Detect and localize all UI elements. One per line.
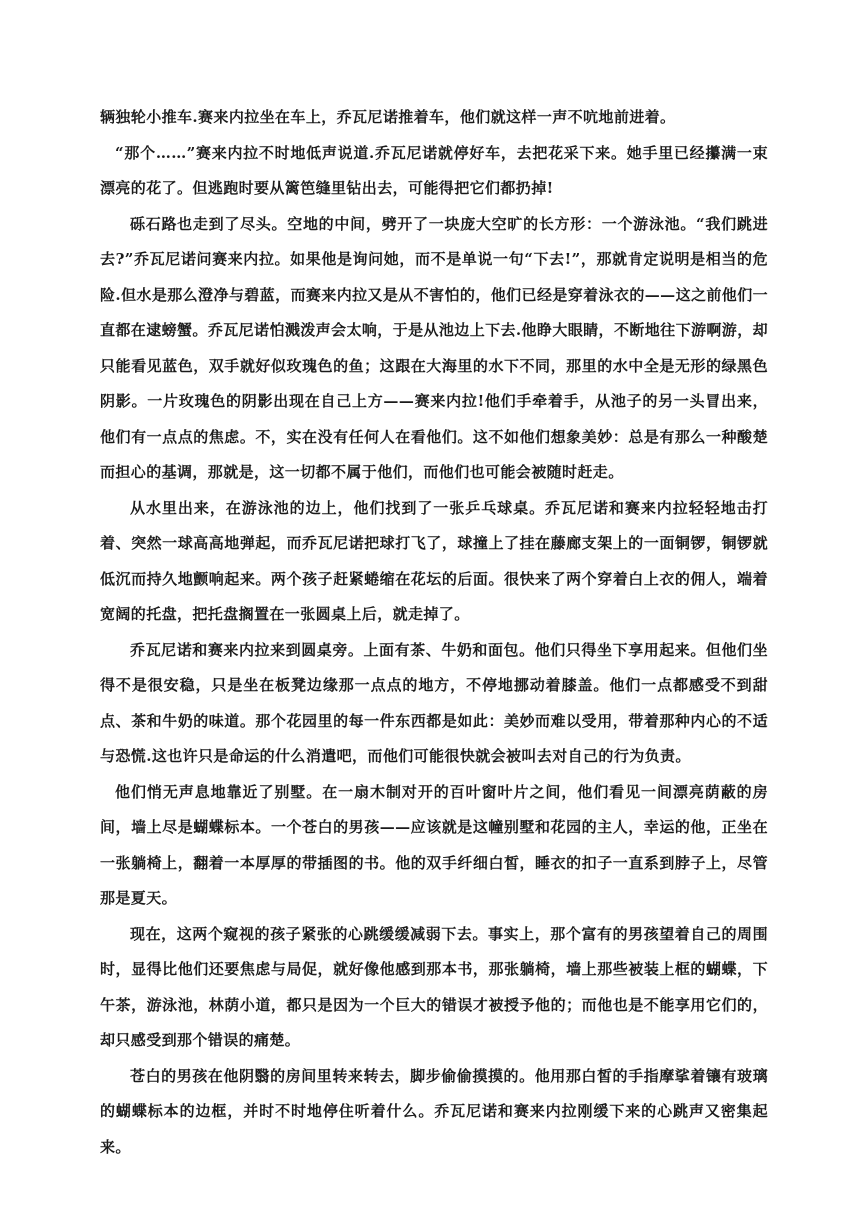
paragraph-1: 辆独轮小推车.赛来内拉坐在车上，乔瓦尼诺推着车，他们就这样一声不吭地前进着。	[100, 108, 676, 126]
paragraph-3: 砾石路也走到了尽头。空地的中间，劈开了一块庞大空旷的长方形：一个游泳池。“我们跳进去?”乔瓦尼诺问赛来内拉。如果他是询问她，而不是单说一句“下去!”，那就肯定说明是相当的危险.但水是那么澄净与碧蓝，而赛来内拉又是从不害怕的，他们已经是穿着泳衣的——这之前他们一直都在逮螃蟹。乔瓦尼诺怕溅泼声会太响，于是从池边上下去.他睁大眼睛，不断地往下游啊游，却只能看见蓝色，双手就好似玫瑰色的鱼；这跟在大海里的水下不同，那里的水中全是无形的绿黑色阴影。一片玫瑰色的阴影出现在自己上方——赛来内拉!他们手牵着手，从池子的另一头冒出来，他们有一点点的焦虑。不，实在没有任何人在看他们。这不如他们想象美妙：总是有那么一种酸楚而担心的基调，那就是，这一切都不属于他们，而他们也可能会被随时赶走。	[100, 214, 768, 481]
paragraph-5: 乔瓦尼诺和赛来内拉来到圆桌旁。上面有茶、牛奶和面包。他们只得坐下享用起来。但他们坐得不是很安稳，只是坐在板凳边缘那一点点的地方，不停地挪动着膝盖。他们一点都感受不到甜点、茶和牛奶的味道。那个花园里的每一件东西都是如此：美妙而难以受用，带着那种内心的不适与恐慌.这也许只是命运的什么消遣吧，而他们可能很快就会被叫去对自己的行为负责。	[100, 640, 768, 765]
paragraph-2: “那个……”赛来内拉不时地低声说道.乔瓦尼诺就停好车，去把花采下来。她手里已经攥满一束漂亮的花了。但逃跑时要从篱笆缝里钻出去，可能得把它们都扔掉!	[100, 143, 768, 197]
body-text	[100, 100, 768, 1165]
paragraph-8: 苍白的男孩在他阴翳的房间里转来转去，脚步偷偷摸摸的。他用那白皙的手指摩挲着镶有玻璃的蝴蝶标本的边框，并时不时地停住听着什么。乔瓦尼诺和赛来内拉刚缓下来的心跳声又密集起来。	[100, 1066, 768, 1156]
paragraph-7: 现在，这两个窥视的孩子紧张的心跳缓缓减弱下去。事实上，那个富有的男孩望着自己的周围时，显得比他们还要焦虑与局促，就好像他感到那本书，那张躺椅，墙上那些被装上框的蝴蝶，下午茶，游泳池，林荫小道，都只是因为一个巨大的错误才被授予他的；而他也是不能享用它们的，却只感受到那个错误的痛楚。	[100, 924, 768, 1049]
paragraph-6: 他们悄无声息地靠近了别墅。在一扇木制对开的百叶窗叶片之间，他们看见一间漂亮荫蔽的房间，墙上尽是蝴蝶标本。一个苍白的男孩——应该就是这幢别墅和花园的主人，幸运的他，正坐在一张躺椅上，翻着一本厚厚的带插图的书。他的双手纤细白皙，睡衣的扣子一直系到脖子上，尽管那是夏天。	[100, 782, 768, 907]
paragraph-4: 从水里出来，在游泳池的边上，他们找到了一张乒乓球桌。乔瓦尼诺和赛来内拉轻轻地击打着、突然一球高高地弹起，而乔瓦尼诺把球打飞了，球撞上了挂在藤廊支架上的一面铜锣，铜锣就低沉而持久地颤响起来。两个孩子赶紧蜷缩在花坛的后面。很快来了两个穿着白上衣的佣人，端着宽阔的托盘，把托盘搁置在一张圆桌上后，就走掉了。	[100, 498, 768, 623]
